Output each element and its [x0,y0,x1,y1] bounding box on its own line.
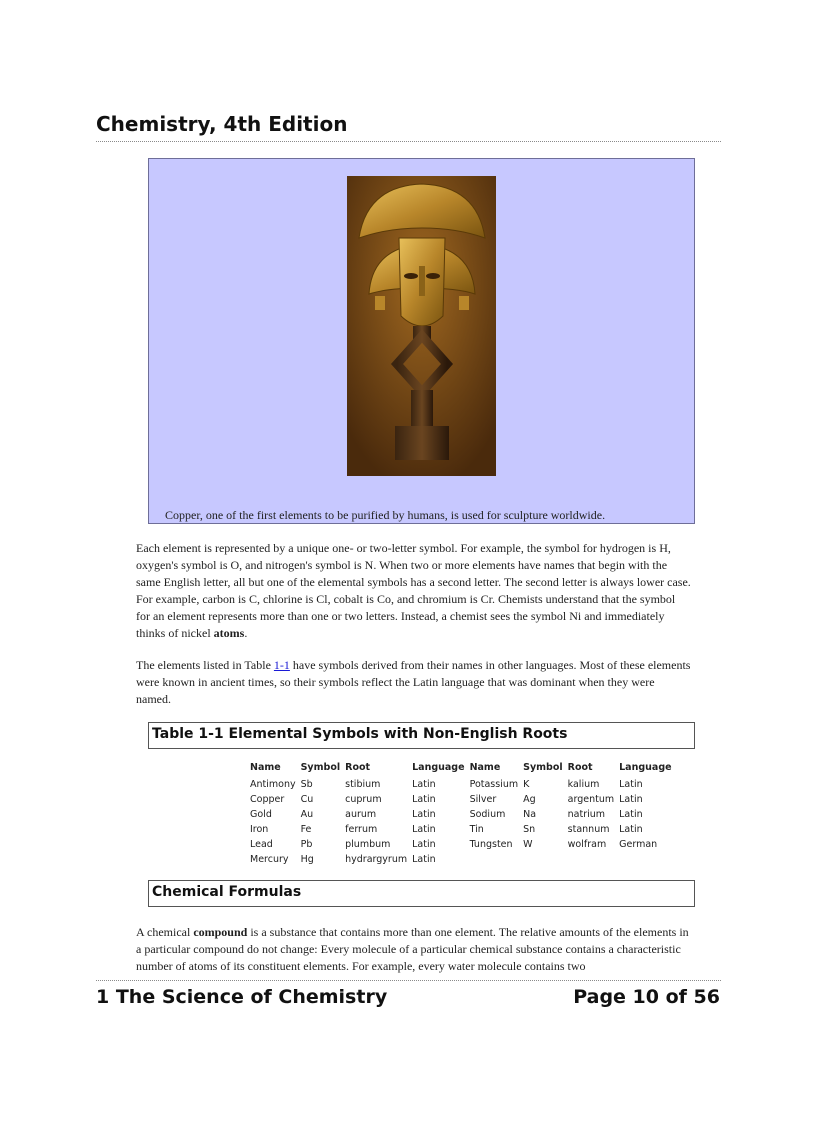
table-cell: plumbum [345,839,391,850]
paragraph-text: A chemical [136,925,194,939]
table-cell: Antimony [250,779,296,790]
table-cell: natrium [567,809,606,820]
header-divider [96,141,721,142]
table-cell: ferrum [345,824,378,835]
column-header: Symbol [300,762,341,773]
column-header: Symbol [523,762,563,773]
table-cell: aurum [345,809,377,820]
table-cell [566,852,617,867]
column-header: Name [469,762,501,773]
footer-chapter-title: 1 The Science of Chemistry [96,986,388,1008]
table-cell: Latin [619,824,643,835]
table-cell: Cu [300,794,314,805]
column-header: Name [250,762,281,773]
section-heading: Chemical Formulas [152,884,302,900]
table-cell: Copper [250,794,285,805]
paragraph-element-symbols [136,540,691,642]
paragraph-text: . [244,626,248,640]
table-cell: Tungsten [469,839,513,850]
table-cell: Gold [250,809,272,820]
table-cell: Lead [250,839,273,850]
table-cell [468,852,522,867]
table-cell: Sodium [469,809,506,820]
table-cell: German [619,839,658,850]
table-cell: kalium [567,779,600,790]
paragraph-text: is a substance that contains more than one element. The relative amounts of the elements in a particular compound do not change: Every molecule of a particular chemical substance contains a characteristic number of atoms of its constituent elements. For example, every water molecule contains two [136,925,689,973]
column-header: Root [345,762,371,773]
table-cell: Silver [469,794,497,805]
table-cell: Iron [250,824,269,835]
table-cell: Latin [412,779,436,790]
table-cell: W [523,839,533,850]
table-reference-link[interactable]: 1-1 [273,658,290,672]
table-cell: cuprum [345,794,382,805]
table-cell: Potassium [469,779,519,790]
table-row [248,822,675,837]
paragraph-text: Each element is represented by a unique one- or two-letter symbol. For example, the symbol for hydrogen is H, oxygen's symbol is O, and nitrogen's symbol is N. When two or more elements have names that begin with the same English letter, all but one of the elemental symbols has a second letter. The second letter is always lower case. For example, carbon is C, chlorine is Cl, cobalt is Co, and chromium is Cr. Chemists understand that the symbol for an element represents more than one or two letters. Instead, a chemist sees the symbol Ni and immediately thinks of nickel [136,541,691,640]
table-cell: Au [300,809,314,820]
bold-term-compound: compound [193,925,248,939]
table-row [248,777,675,792]
table-cell: Latin [619,794,643,805]
bold-term-atoms: atoms [213,626,245,640]
paragraph-text: have symbols derived from their names in other languages. Most of these elements were known in ancient times, so their symbols reflect the Latin language that was dominant when they were named. [136,658,691,706]
table-cell: Latin [412,854,436,865]
table-row [248,852,675,867]
table-title: Table 1-1 Elemental Symbols with Non-English Roots [152,726,568,742]
table-cell [617,852,674,867]
figure-caption: Copper, one of the first elements to be purified by humans, is used for sculpture worldwide. [165,508,606,522]
table-cell: Mercury [250,854,289,865]
table-cell: Latin [412,824,436,835]
table-cell: Na [523,809,537,820]
table-cell: Pb [300,839,313,850]
table-cell: stannum [567,824,610,835]
table-cell: Sn [523,824,536,835]
table-cell: Hg [300,854,314,865]
table-title-box [148,722,695,749]
paragraph-compound [136,924,691,975]
table-cell: Ag [523,794,536,805]
copper-sculpture-drawing [347,176,496,476]
table-cell: wolfram [567,839,607,850]
figure-box [148,158,695,524]
table-cell: argentum [567,794,615,805]
column-header: Root [567,762,593,773]
table-cell: Latin [412,839,436,850]
paragraph-table-intro [136,657,691,708]
table-cell [521,852,566,867]
column-header: Language [412,762,465,773]
table-cell: stibium [345,779,381,790]
section-heading-box [148,880,695,907]
table-cell: Latin [619,809,643,820]
column-header: Language [619,762,672,773]
footer-page-number: Page 10 of 56 [573,986,720,1008]
table-cell: hydrargyrum [345,854,408,865]
book-title: Chemistry, 4th Edition [96,112,348,136]
table-cell: Latin [619,779,643,790]
table-cell: Latin [412,794,436,805]
paragraph-text: The elements listed in Table [136,658,274,672]
sculpture-image [347,176,496,476]
elements-table [248,762,675,867]
table-row [248,807,675,822]
table-cell: Latin [412,809,436,820]
footer-divider [96,980,721,981]
table-row [248,792,675,807]
table-cell: Tin [469,824,484,835]
table-cell: Fe [300,824,312,835]
table-cell: K [523,779,530,790]
table-header-row [248,762,675,777]
table-row [248,837,675,852]
table-cell: Sb [300,779,313,790]
